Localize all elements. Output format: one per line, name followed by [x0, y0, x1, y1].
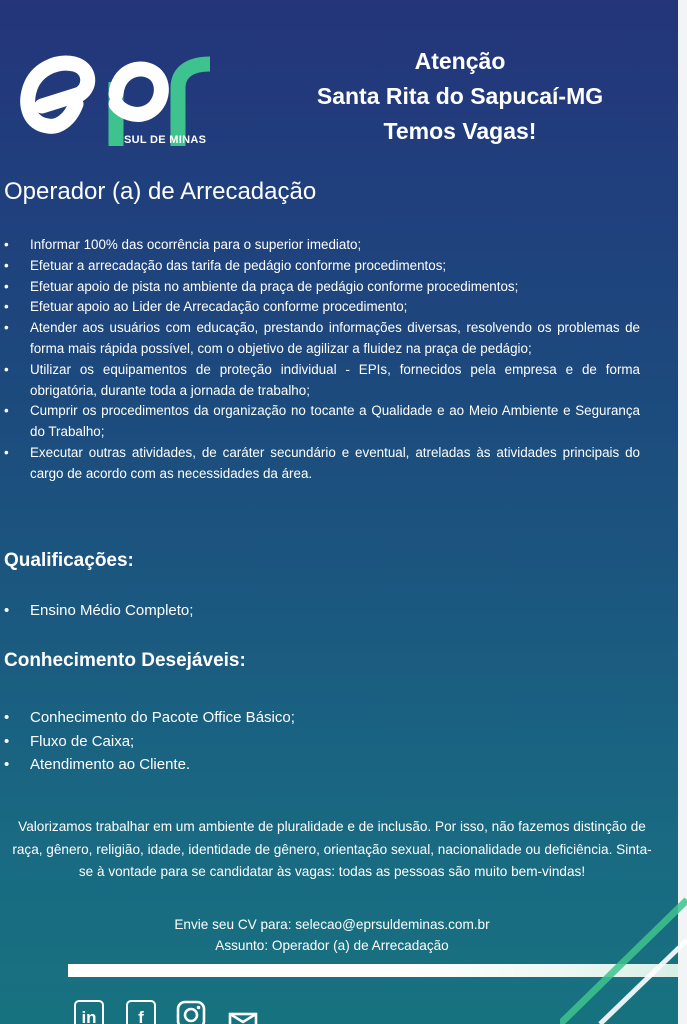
- header-attention: Atenção: [414, 48, 506, 74]
- page-edge: [678, 0, 687, 1024]
- logo-subtitle: SUL DE MINAS: [124, 134, 207, 146]
- duty-item: • Cumprir os procedimentos da organização no tocante a Qualidade e ao Meio Ambiente e Segurança do Trabalho;: [2, 401, 640, 443]
- duties-list: [2, 235, 640, 485]
- qualifications-list: [2, 600, 602, 622]
- linkedin-icon[interactable]: in: [74, 1000, 104, 1024]
- facebook-icon[interactable]: f: [126, 1000, 156, 1024]
- duty-item: • Informar 100% das ocorrência para o superior imediato;: [2, 235, 640, 256]
- header-location: Santa Rita do Sapucaí-MG: [316, 83, 604, 109]
- subject-line: Assunto: Operador (a) de Arrecadação: [215, 938, 449, 953]
- duty-item: • Executar outras atividades, de caráter secundário e eventual, atreladas às atividades principais do cargo de acordo com as necessidades da área.: [2, 443, 640, 485]
- instagram-icon[interactable]: [176, 1000, 206, 1024]
- duty-item: • Atender aos usuários com educação, prestando informações diversas, resolvendo os problemas de forma mais rápida possível, com o objetivo de agilizar a fluidez na praça de pedágio;: [2, 318, 640, 360]
- header: [280, 44, 640, 149]
- contact-info: [12, 914, 652, 956]
- knowledge-item: • Atendimento ao Cliente.: [2, 753, 602, 777]
- knowledge-item: • Fluxo de Caixa;: [2, 730, 602, 754]
- diversity-statement: Valorizamos trabalhar em um ambiente de pluralidade e de inclusão. Por isso, não fazemos distinção de raça, gênero, religião, idade, identidade de gênero, orientação sexual, nacionalidade ou deficiência. Sinta-se à vontade para se candidatar às vagas: todas as pessoas são muito bem-vindas!: [12, 819, 652, 879]
- desired-knowledge-title: Conhecimento Desejáveis:: [4, 650, 246, 671]
- qualification-item: • Ensino Médio Completo;: [2, 600, 602, 622]
- duty-item: • Efetuar a arrecadação das tarifa de pedágio conforme procedimentos;: [2, 256, 640, 277]
- job-title: Operador (a) de Arrecadação: [4, 178, 317, 205]
- duty-item: • Efetuar apoio de pista no ambiente da praça de pedágio conforme procedimentos;: [2, 277, 640, 298]
- email-icon[interactable]: [228, 1000, 258, 1024]
- desired-knowledge-list: [2, 706, 602, 777]
- knowledge-item: • Conhecimento do Pacote Office Básico;: [2, 706, 602, 730]
- cv-email-line[interactable]: Envie seu CV para: selecao@eprsuldeminas.com.br: [174, 917, 490, 932]
- duty-item: • Efetuar apoio ao Lider de Arrecadação conforme procedimento;: [2, 297, 640, 318]
- qualifications-title: Qualificações:: [4, 550, 134, 571]
- duty-item: • Utilizar os equipamentos de proteção individual - EPIs, fornecidos pela empresa e de forma obrigatória, durante toda a jornada de trabalho;: [2, 360, 640, 402]
- header-vacancies: Temos Vagas!: [383, 118, 537, 144]
- decorative-stripes: [560, 880, 687, 1024]
